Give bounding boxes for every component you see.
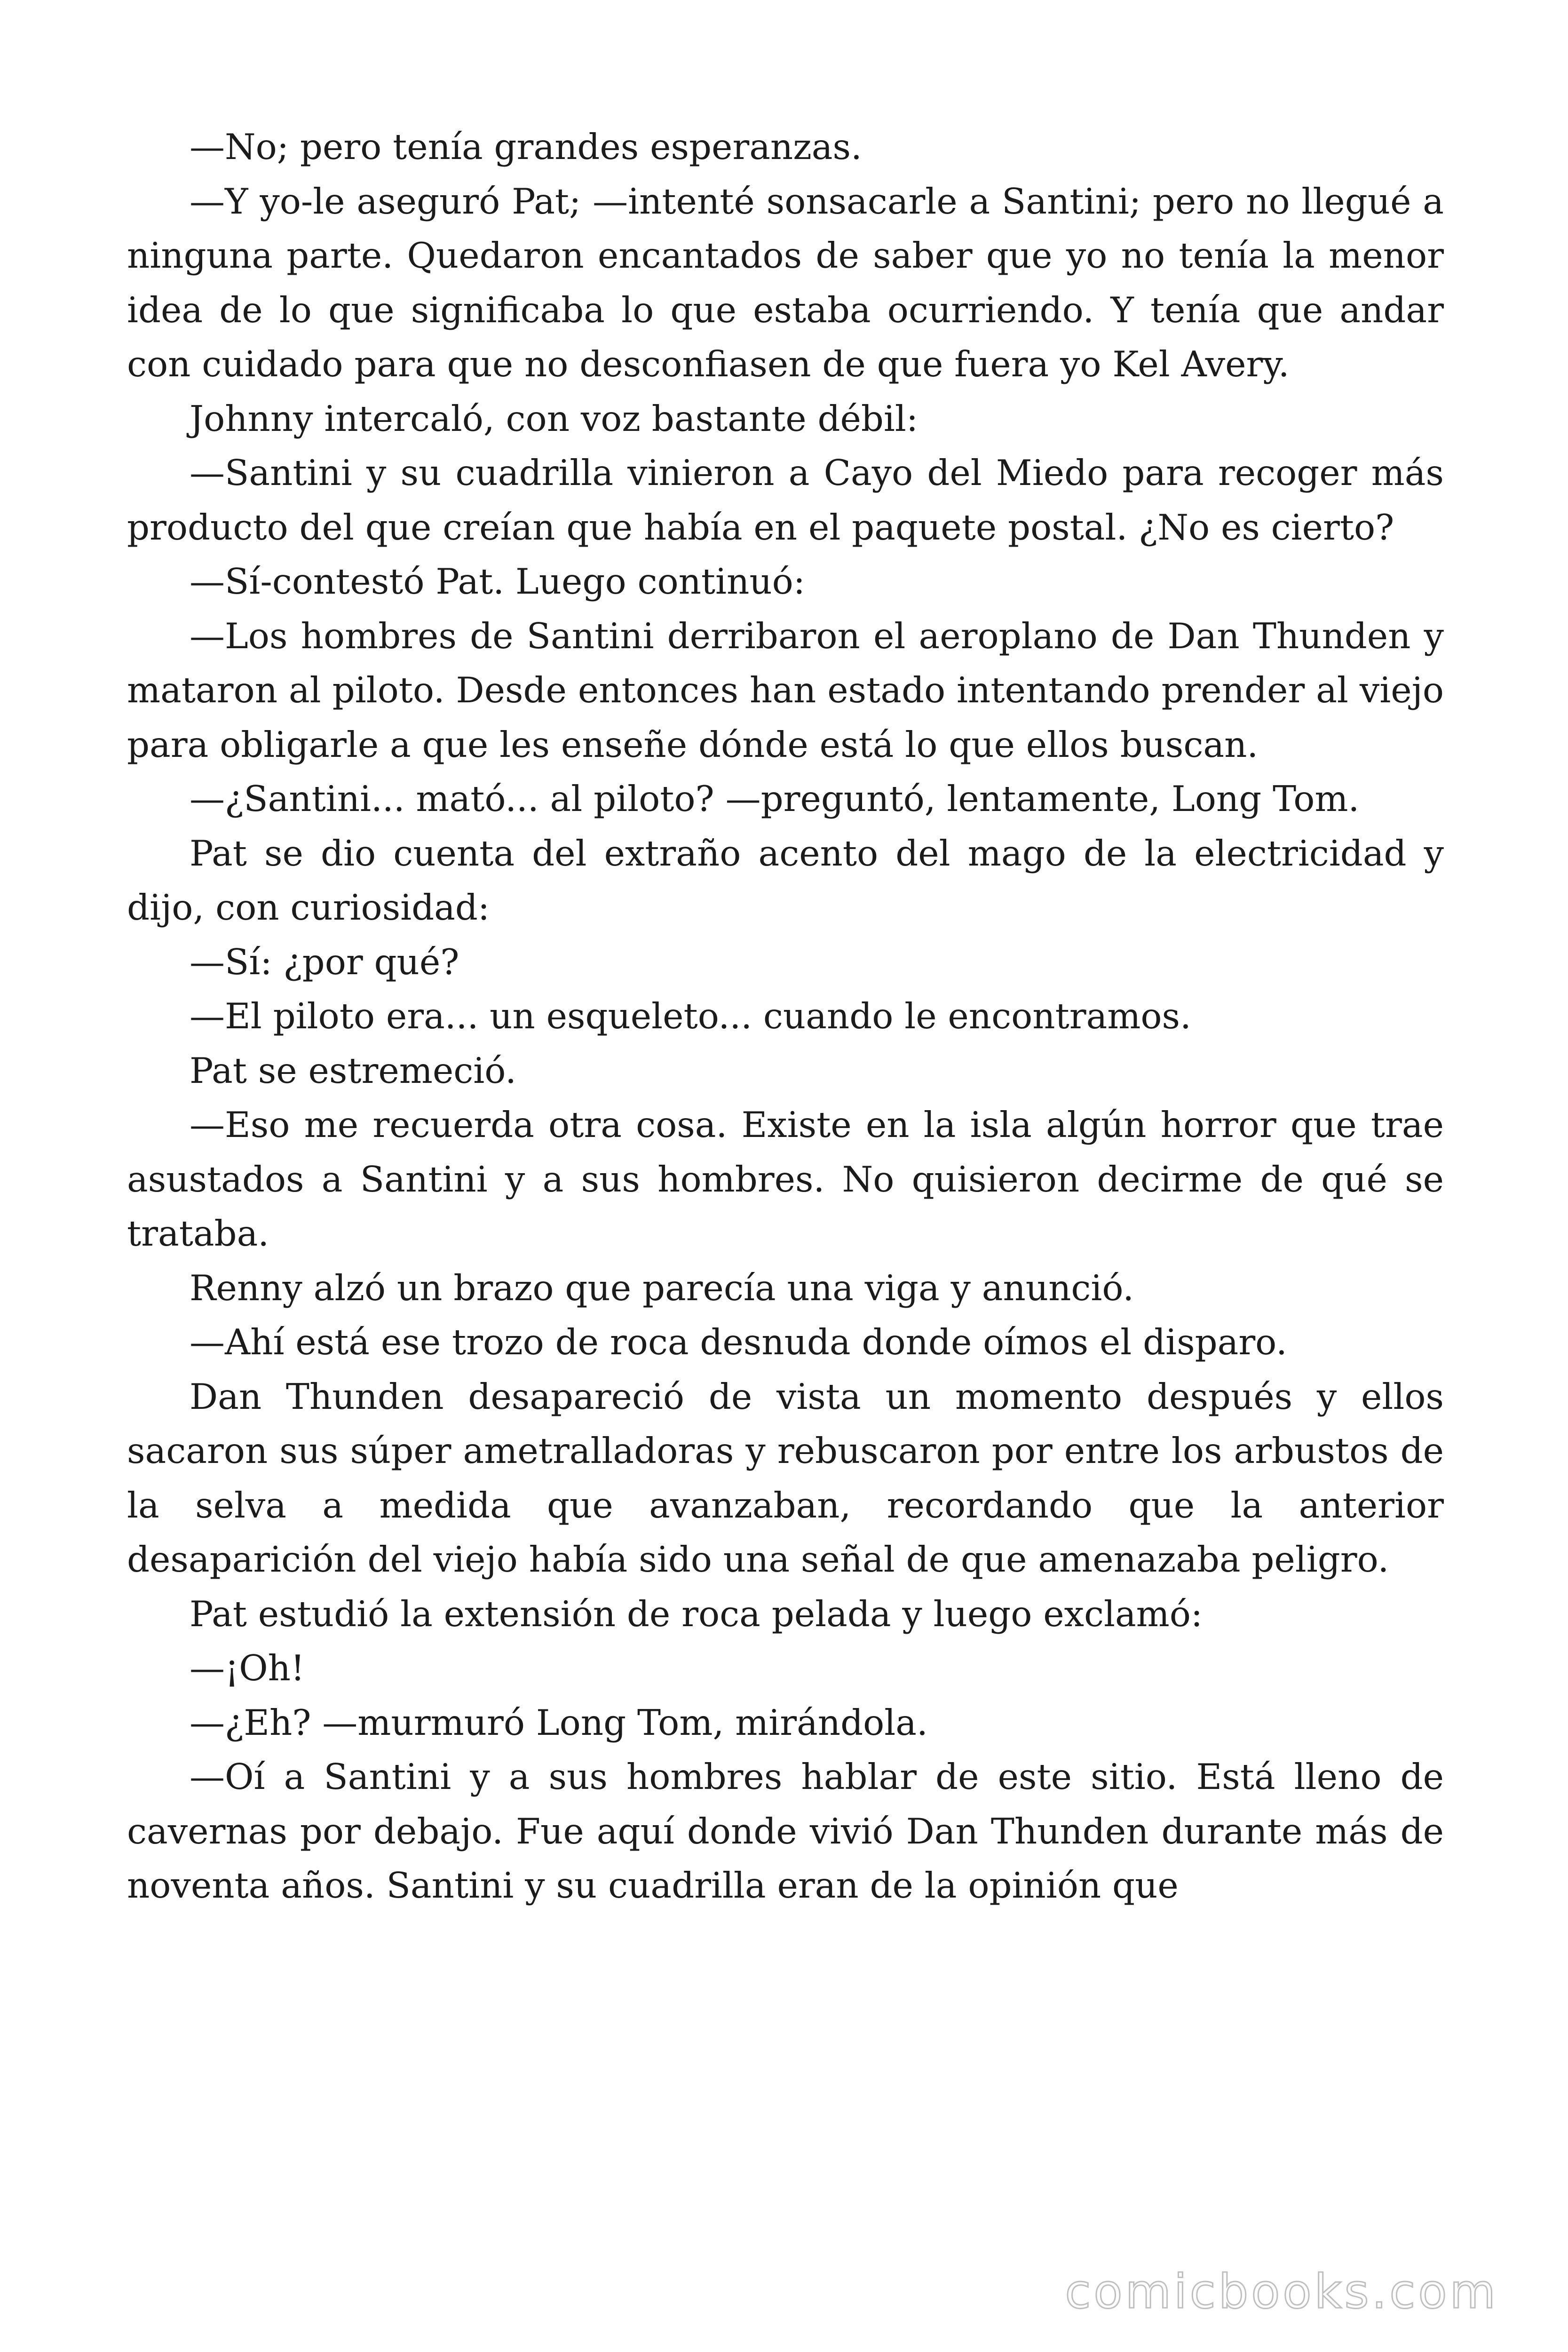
paragraph: —Eso me recuerda otra cosa. Existe en la isla algún horror que trae asustados a Santini y a sus hombres. No quisieron decirme de qué se trataba. [127,1104,1444,1254]
watermark: comicbooks.com [1065,2264,1498,2319]
paragraph: —¡Oh! [190,1647,305,1689]
paragraph: —Ahí está ese trozo de roca desnuda donde oímos el disparo. [190,1321,1287,1363]
paragraph: —No; pero tenía grandes esperanzas. [190,126,862,167]
paragraph: —Los hombres de Santini derribaron el aeroplano de Dan Thunden y mataron al piloto. Desde entonces han estado intentando prender al viejo para obligarle a que les enseñe dónde está lo que ellos buscan. [127,615,1444,765]
paragraph: —Sí: ¿por qué? [190,941,459,983]
paragraph: —Sí-contestó Pat. Luego continuó: [190,561,806,602]
page-body-text [127,120,1444,1913]
paragraph: Pat estudió la extensión de roca pelada y luego exclamó: [190,1593,1203,1635]
paragraph: Dan Thunden desapareció de vista un momento después y ellos sacaron sus súper ametralladoras y rebuscaron por entre los arbustos de la selva a medida que avanzaban, recordando que la anterior desaparición del viejo había sido una señal de que amenazaba peligro. [127,1375,1444,1580]
paragraph: —Santini y su cuadrilla vinieron a Cayo del Miedo para recoger más producto del que creían que había en el paquete postal. ¿No es cierto? [127,452,1444,548]
paragraph: Renny alzó un brazo que parecía una viga y anunció. [190,1267,1134,1309]
paragraph: —El piloto era... un esqueleto... cuando le encontramos. [190,995,1191,1037]
paragraph: —Oí a Santini y a sus hombres hablar de este sitio. Está lleno de cavernas por debajo. Fue aquí donde vivió Dan Thunden durante más de noventa años. Santini y su cuadrilla eran de la opinión que [127,1756,1444,1906]
paragraph: Johnny intercaló, con voz bastante débil: [190,397,919,439]
paragraph: —¿Santini... mató... al piloto? —preguntó, lentamente, Long Tom. [190,778,1360,819]
paragraph: —Y yo-le aseguró Pat; —intenté sonsacarle a Santini; pero no llegué a ninguna parte. Quedaron encantados de saber que yo no tenía la menor idea de lo que significaba lo que estaba ocurriendo. Y tenía que andar con cuidado para que no desconfiasen de que fuera yo Kel Avery. [127,180,1444,385]
paragraph: Pat se dio cuenta del extraño acento del mago de la electricidad y dijo, con curiosidad: [127,832,1444,928]
paragraph: Pat se estremeció. [190,1049,516,1091]
paragraph: —¿Eh? —murmuró Long Tom, mirándola. [190,1701,928,1743]
